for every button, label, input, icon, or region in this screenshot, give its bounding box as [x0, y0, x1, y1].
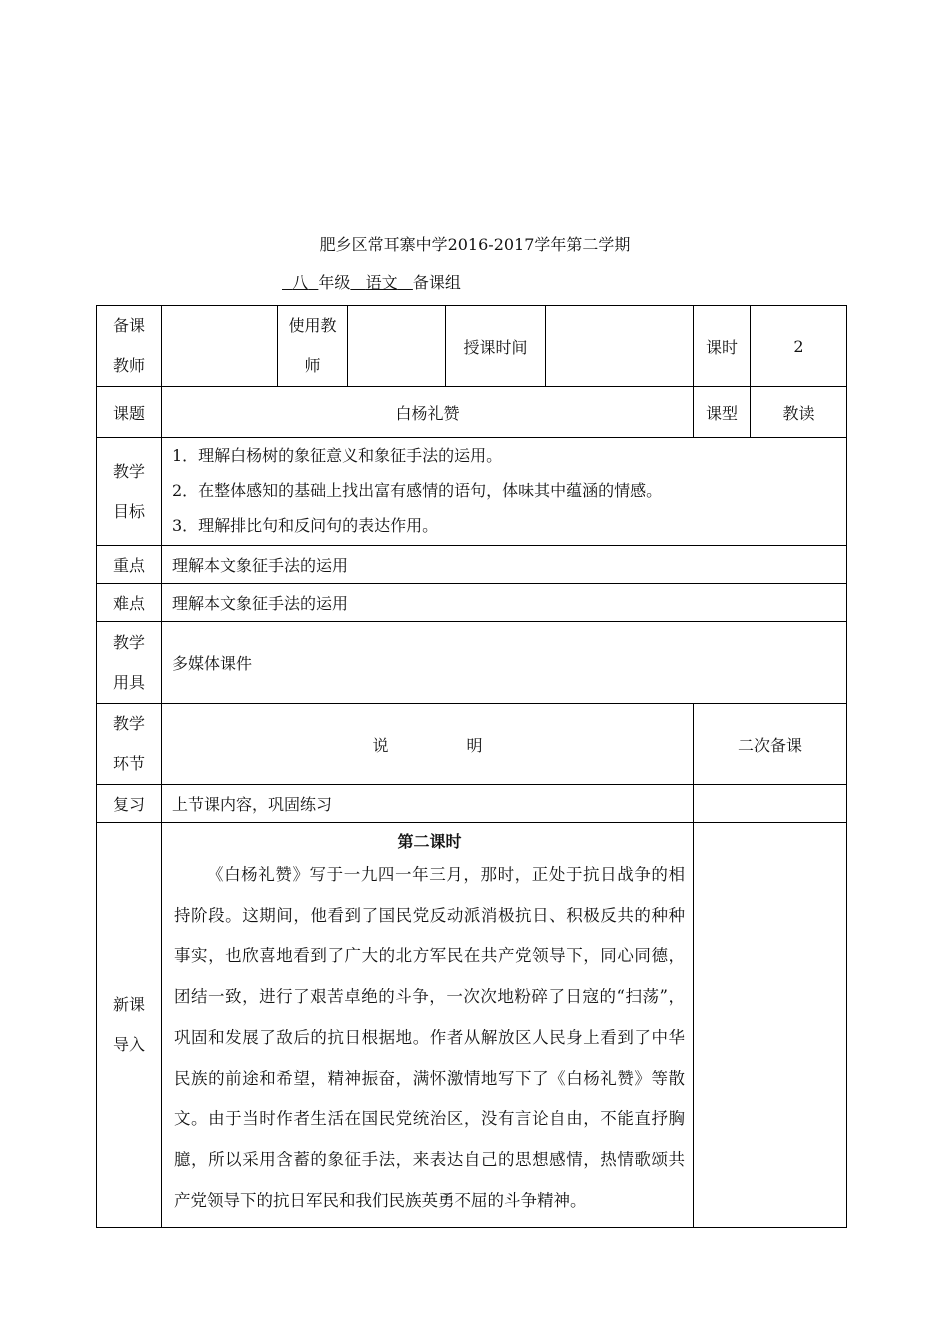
- key-point-label: 重点: [97, 546, 162, 584]
- teaching-tools-value: 多媒体课件: [162, 622, 847, 704]
- periods-value: 2: [751, 306, 847, 387]
- difficult-point-label: 难点: [97, 584, 162, 622]
- row-objectives: [97, 438, 847, 546]
- grade-value: 八: [292, 273, 309, 292]
- explanation-header: [162, 704, 694, 785]
- row-teacher: [97, 306, 847, 387]
- new-lesson-content: [162, 823, 694, 1228]
- key-point-value: 理解本文象征手法的运用: [162, 546, 847, 584]
- intro-paragraph: 《白杨礼赞》写于一九四一年三月，那时，正处于抗日战争的相持阶段。这期间，他看到了国民党反动派消极抗日、积极反共的种种事实，也欣喜地看到了广大的北方军民在共产党领导下，同心同德，团结一致，进行了艰苦卓绝的斗争，一次次地粉碎了日寇的“扫荡”，巩固和发展了敌后的抗日根据地。作者从解放区人民身上看到了中华民族的前途和希望，精神振奋，满怀激情地写下了《白杨礼赞》等散文。由于当时作者生活在国民党统治区，没有言论自由，不能直抒胸臆，所以采用含蓄的象征手法，来表达自己的思想感情，热情歌颂共产党领导下的抗日军民和我们民族英勇不屈的斗争精神。: [174, 865, 685, 1210]
- row-teaching-steps: [97, 704, 847, 785]
- review-label: 复习: [97, 785, 162, 823]
- document-subtitle: [282, 270, 461, 293]
- explanation-char-1: 说: [372, 735, 389, 755]
- teaching-steps-label: 教学 环节: [97, 704, 162, 785]
- group-suffix: 备课组: [412, 273, 461, 292]
- explanation-char-2: 明: [466, 735, 483, 755]
- class-time-value: [546, 306, 694, 387]
- new-lesson-label: 新课 导入: [97, 823, 162, 1228]
- prep-teacher-label: 备课 教师: [97, 306, 162, 387]
- intro-second-prep: [694, 823, 847, 1228]
- row-teaching-tools: [97, 622, 847, 704]
- difficult-point-value: 理解本文象征手法的运用: [162, 584, 847, 622]
- type-label: 课型: [694, 387, 751, 438]
- type-value: 教读: [751, 387, 847, 438]
- objectives-label: 教学 目标: [97, 438, 162, 546]
- review-second-prep: [694, 785, 847, 823]
- row-difficult-point: [97, 584, 847, 622]
- topic-label: 课题: [97, 387, 162, 438]
- topic-value: 白杨礼赞: [162, 387, 694, 438]
- periods-label: 课时: [694, 306, 751, 387]
- row-key-point: [97, 546, 847, 584]
- objective-item: 1．理解白杨树的象征意义和象征手法的运用。: [172, 446, 503, 465]
- row-new-lesson-intro: [97, 823, 847, 1228]
- grade-suffix: 年级: [318, 273, 351, 292]
- using-teacher-label: 使用教 师: [278, 306, 348, 387]
- teaching-tools-label: 教学 用具: [97, 622, 162, 704]
- review-value: 上节课内容，巩固练习: [162, 785, 694, 823]
- using-teacher-value: [348, 306, 446, 387]
- document-title: 肥乡区常耳寨中学2016-2017学年第二学期: [319, 235, 631, 254]
- objective-item: 2．在整体感知的基础上找出富有感情的语句，体味其中蕴涵的情感。: [172, 481, 663, 500]
- second-prep-header: 二次备课: [694, 704, 847, 785]
- row-topic: [97, 387, 847, 438]
- row-review: [97, 785, 847, 823]
- class-time-label: 授课时间: [446, 306, 546, 387]
- lesson-plan-table: [96, 305, 847, 1228]
- subject-value: 语文: [365, 273, 398, 292]
- prep-teacher-value: [162, 306, 278, 387]
- objective-item: 3．理解排比句和反问句的表达作用。: [172, 516, 439, 535]
- period-heading: 第二课时: [397, 832, 462, 851]
- objectives-list: [162, 438, 847, 546]
